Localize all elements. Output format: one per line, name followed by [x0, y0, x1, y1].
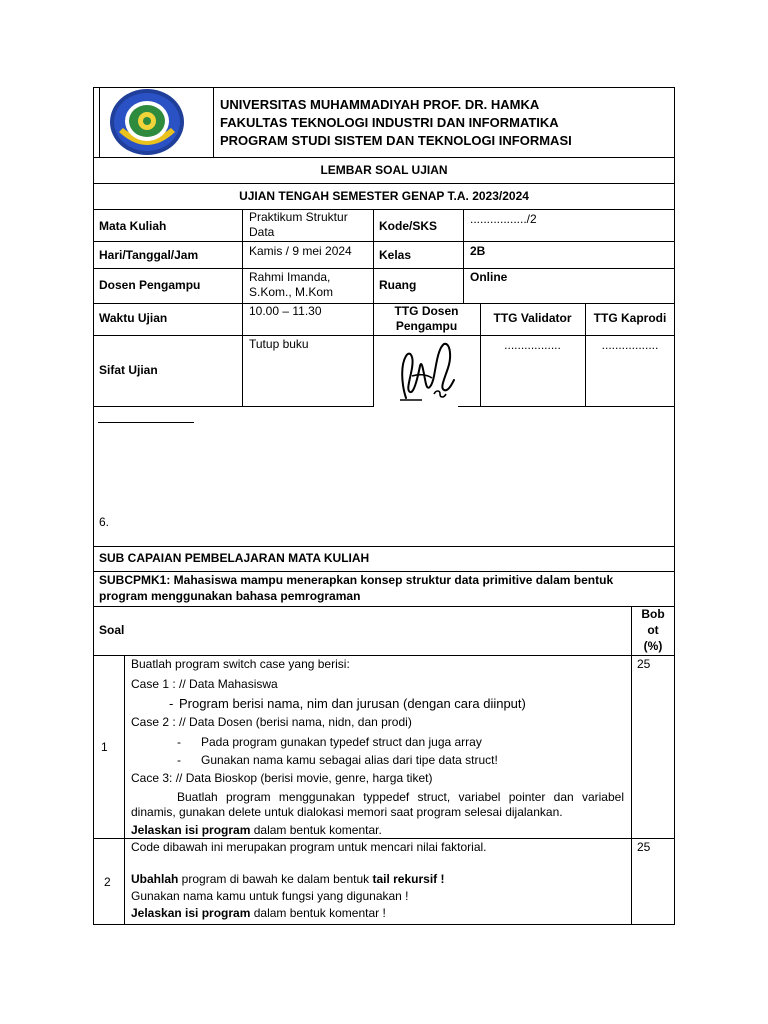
sifat-label: Sifat Ujian: [99, 363, 158, 377]
bobot-header-1: Bob: [641, 607, 665, 621]
kode-value: ................./2: [470, 212, 537, 226]
q1-line-3: Program berisi nama, nim dan jurusan (dengan cara diinput): [179, 696, 526, 711]
q2-line-4-rest: dalam bentuk komentar !: [250, 906, 386, 920]
university-name: UNIVERSITAS MUHAMMADIYAH PROF. DR. HAMKA: [220, 97, 540, 112]
hari-label: Hari/Tanggal/Jam: [99, 248, 199, 262]
q2-line-2: [131, 872, 444, 887]
validator-dots: .................: [504, 338, 561, 352]
kaprodi-dots: .................: [601, 338, 659, 352]
mata-kuliah-value: Praktikum Struktur Data: [249, 210, 348, 239]
ttg-kaprodi-label: TTG Kaprodi: [593, 311, 667, 325]
kelas-value: 2B: [470, 244, 486, 258]
note-number: 6.: [99, 515, 110, 529]
ruang-label: Ruang: [379, 278, 417, 292]
q1-line-5: Pada program gunakan typedef struct dan juga array: [201, 735, 482, 749]
signature-image: [392, 336, 462, 408]
q1-weight: 25: [637, 657, 651, 671]
waktu-label: Waktu Ujian: [99, 311, 168, 325]
q1-line-9-rest: dalam bentuk komentar.: [250, 823, 382, 837]
q1-line-7: Cace 3: // Data Bioskop (berisi movie, genre, harga tiket): [131, 771, 433, 785]
hari-value: Kamis / 9 mei 2024: [249, 244, 352, 258]
bobot-header-3: (%): [643, 639, 663, 653]
q2-line-2-bold: Ubahlah: [131, 872, 179, 886]
q1-line-8: Buatlah program menggunakan typpedef struct, variabel pointer dan variabel dinamis, gunakan delete untuk dialokasi memori saat program selesai dijalankan.: [131, 790, 624, 819]
q2-line-2-bold-2: tail rekursif !: [372, 872, 445, 886]
sub-capaian-title: SUB CAPAIAN PEMBELAJARAN MATA KULIAH: [99, 551, 370, 565]
q1-line-9: [131, 823, 382, 838]
dosen-value: Rahmi Imanda, S.Kom., M.Kom: [249, 270, 334, 299]
q1-dash-1: -: [169, 696, 174, 711]
q2-line-4-bold: Jelaskan isi program: [131, 906, 251, 920]
soal-header: Soal: [99, 623, 125, 637]
subcpmk-line-1: SUBCPMK1: Mahasiswa mampu menerapkan konsep struktur data primitive dalam bentuk: [99, 573, 614, 587]
subcpmk-line-2: program menggunakan bahasa pemrograman: [99, 589, 361, 603]
q1-dash-2: -: [177, 735, 181, 749]
q1-dash-3: -: [177, 753, 181, 767]
q1-line-2: Case 1 : // Data Mahasiswa: [131, 677, 278, 691]
bobot-header-2: ot: [647, 623, 659, 637]
underline-blank: [98, 422, 194, 423]
q2-line-2-mid: program di bawah ke dalam bentuk: [178, 872, 373, 886]
q1-line-6: Gunakan nama kamu sebagai alias dari tipe data struct!: [201, 753, 498, 767]
q2-line-1: Code dibawah ini merupakan program untuk mencari nilai faktorial.: [131, 840, 487, 854]
q2-weight: 25: [637, 840, 651, 854]
q1-line-9-bold: Jelaskan isi program: [131, 823, 251, 837]
kode-label: Kode/SKS: [379, 219, 438, 233]
sheet-title: LEMBAR SOAL UJIAN: [320, 163, 448, 177]
university-logo: [109, 88, 185, 156]
q2-line-3: Gunakan nama kamu untuk fungsi yang digunakan !: [131, 889, 409, 903]
ttg-validator-label: TTG Validator: [493, 311, 572, 325]
q2-line-4: [131, 906, 386, 921]
ttg-dosen-label: TTG Dosen Pengampu: [394, 304, 459, 333]
q1-number: 1: [101, 740, 108, 754]
waktu-value: 10.00 – 11.30: [249, 304, 322, 318]
kelas-label: Kelas: [379, 248, 412, 262]
q1-line-1: Buatlah program switch case yang berisi:: [131, 657, 350, 671]
q2-number: 2: [104, 875, 111, 889]
faculty-name: FAKULTAS TEKNOLOGI INDUSTRI DAN INFORMATIKA: [220, 115, 559, 130]
program-name: PROGRAM STUDI SISTEM DAN TEKNOLOGI INFORMASI: [220, 133, 572, 148]
mata-kuliah-label: Mata Kuliah: [99, 219, 167, 233]
sifat-value: Tutup buku: [249, 337, 309, 351]
ruang-value: Online: [470, 270, 508, 284]
dosen-label: Dosen Pengampu: [99, 278, 201, 292]
q1-line-4: Case 2 : // Data Dosen (berisi nama, nidn, dan prodi): [131, 715, 412, 729]
exam-title: UJIAN TENGAH SEMESTER GENAP T.A. 2023/2024: [239, 189, 529, 203]
